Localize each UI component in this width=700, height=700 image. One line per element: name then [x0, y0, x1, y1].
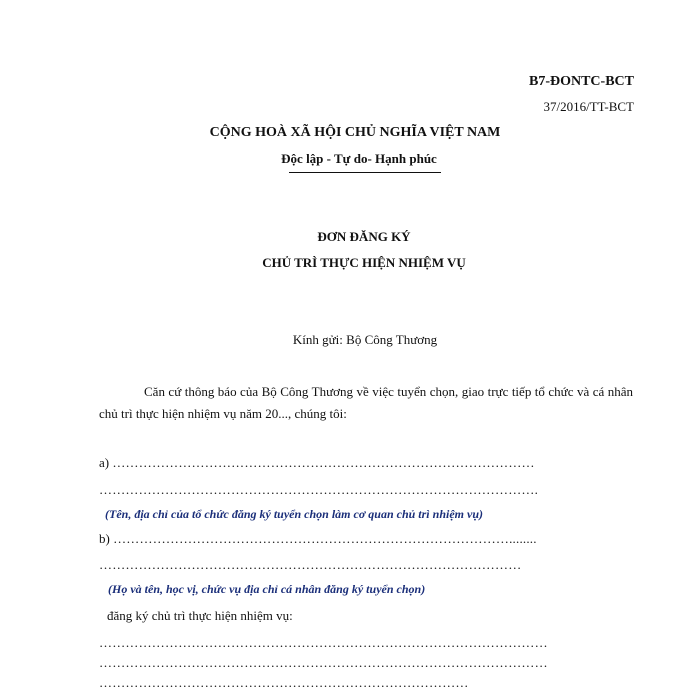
intro-paragraph: Căn cứ thông báo của Bộ Công Thương về việc tuyển chọn, giao trực tiếp tổ chức và cá nhân chủ trì thực hiện nhiệm vụ năm 20..., chúng tôi: [99, 384, 633, 421]
motto-underline [289, 172, 441, 173]
form-title: ĐƠN ĐĂNG KÝ [317, 229, 411, 244]
task-label: đăng ký chủ trì thực hiện nhiệm vụ: [107, 608, 293, 623]
field-a-line2[interactable]: ………………………………………………………………………………………. [99, 482, 539, 497]
field-b-dots[interactable]: ………………………………………………………………………………........ [113, 531, 537, 546]
form-code: B7-ĐONTC-BCT [528, 74, 634, 89]
field-b-label: b) [99, 531, 110, 546]
field-b-line1 [99, 531, 537, 547]
task-line1[interactable]: ………………………………………………………………………………………… [99, 635, 548, 650]
national-title: CỘNG HOÀ XÃ HỘI CHỦ NGHĨA VIỆT NAM [209, 125, 501, 140]
national-motto: Độc lập - Tự do- Hạnh phúc [281, 151, 437, 166]
circular-reference: 37/2016/TT-BCT [543, 99, 634, 114]
task-line2[interactable]: ………………………………………………………………………………………… [99, 655, 548, 670]
recipient-line: Kính gửi: Bộ Công Thương [292, 332, 438, 347]
form-subtitle: CHỦ TRÌ THỰC HIỆN NHIỆM VỤ [262, 255, 466, 270]
field-b-line2[interactable]: …………………………………………………………………………………… [99, 557, 522, 572]
field-a-dots[interactable]: …………………………………………………………………………………… [112, 455, 535, 470]
field-a-hint: (Tên, địa chỉ của tổ chức đăng ký tuyển chọn làm cơ quan chủ trì nhiệm vụ) [105, 507, 483, 521]
field-a-line1 [99, 455, 535, 471]
field-b-hint: (Họ và tên, học vị, chức vụ địa chỉ cá nhân đăng ký tuyển chọn) [108, 582, 426, 596]
field-a-label: a) [99, 455, 110, 470]
task-line3[interactable]: ………………………………………………………………………… [99, 675, 469, 690]
